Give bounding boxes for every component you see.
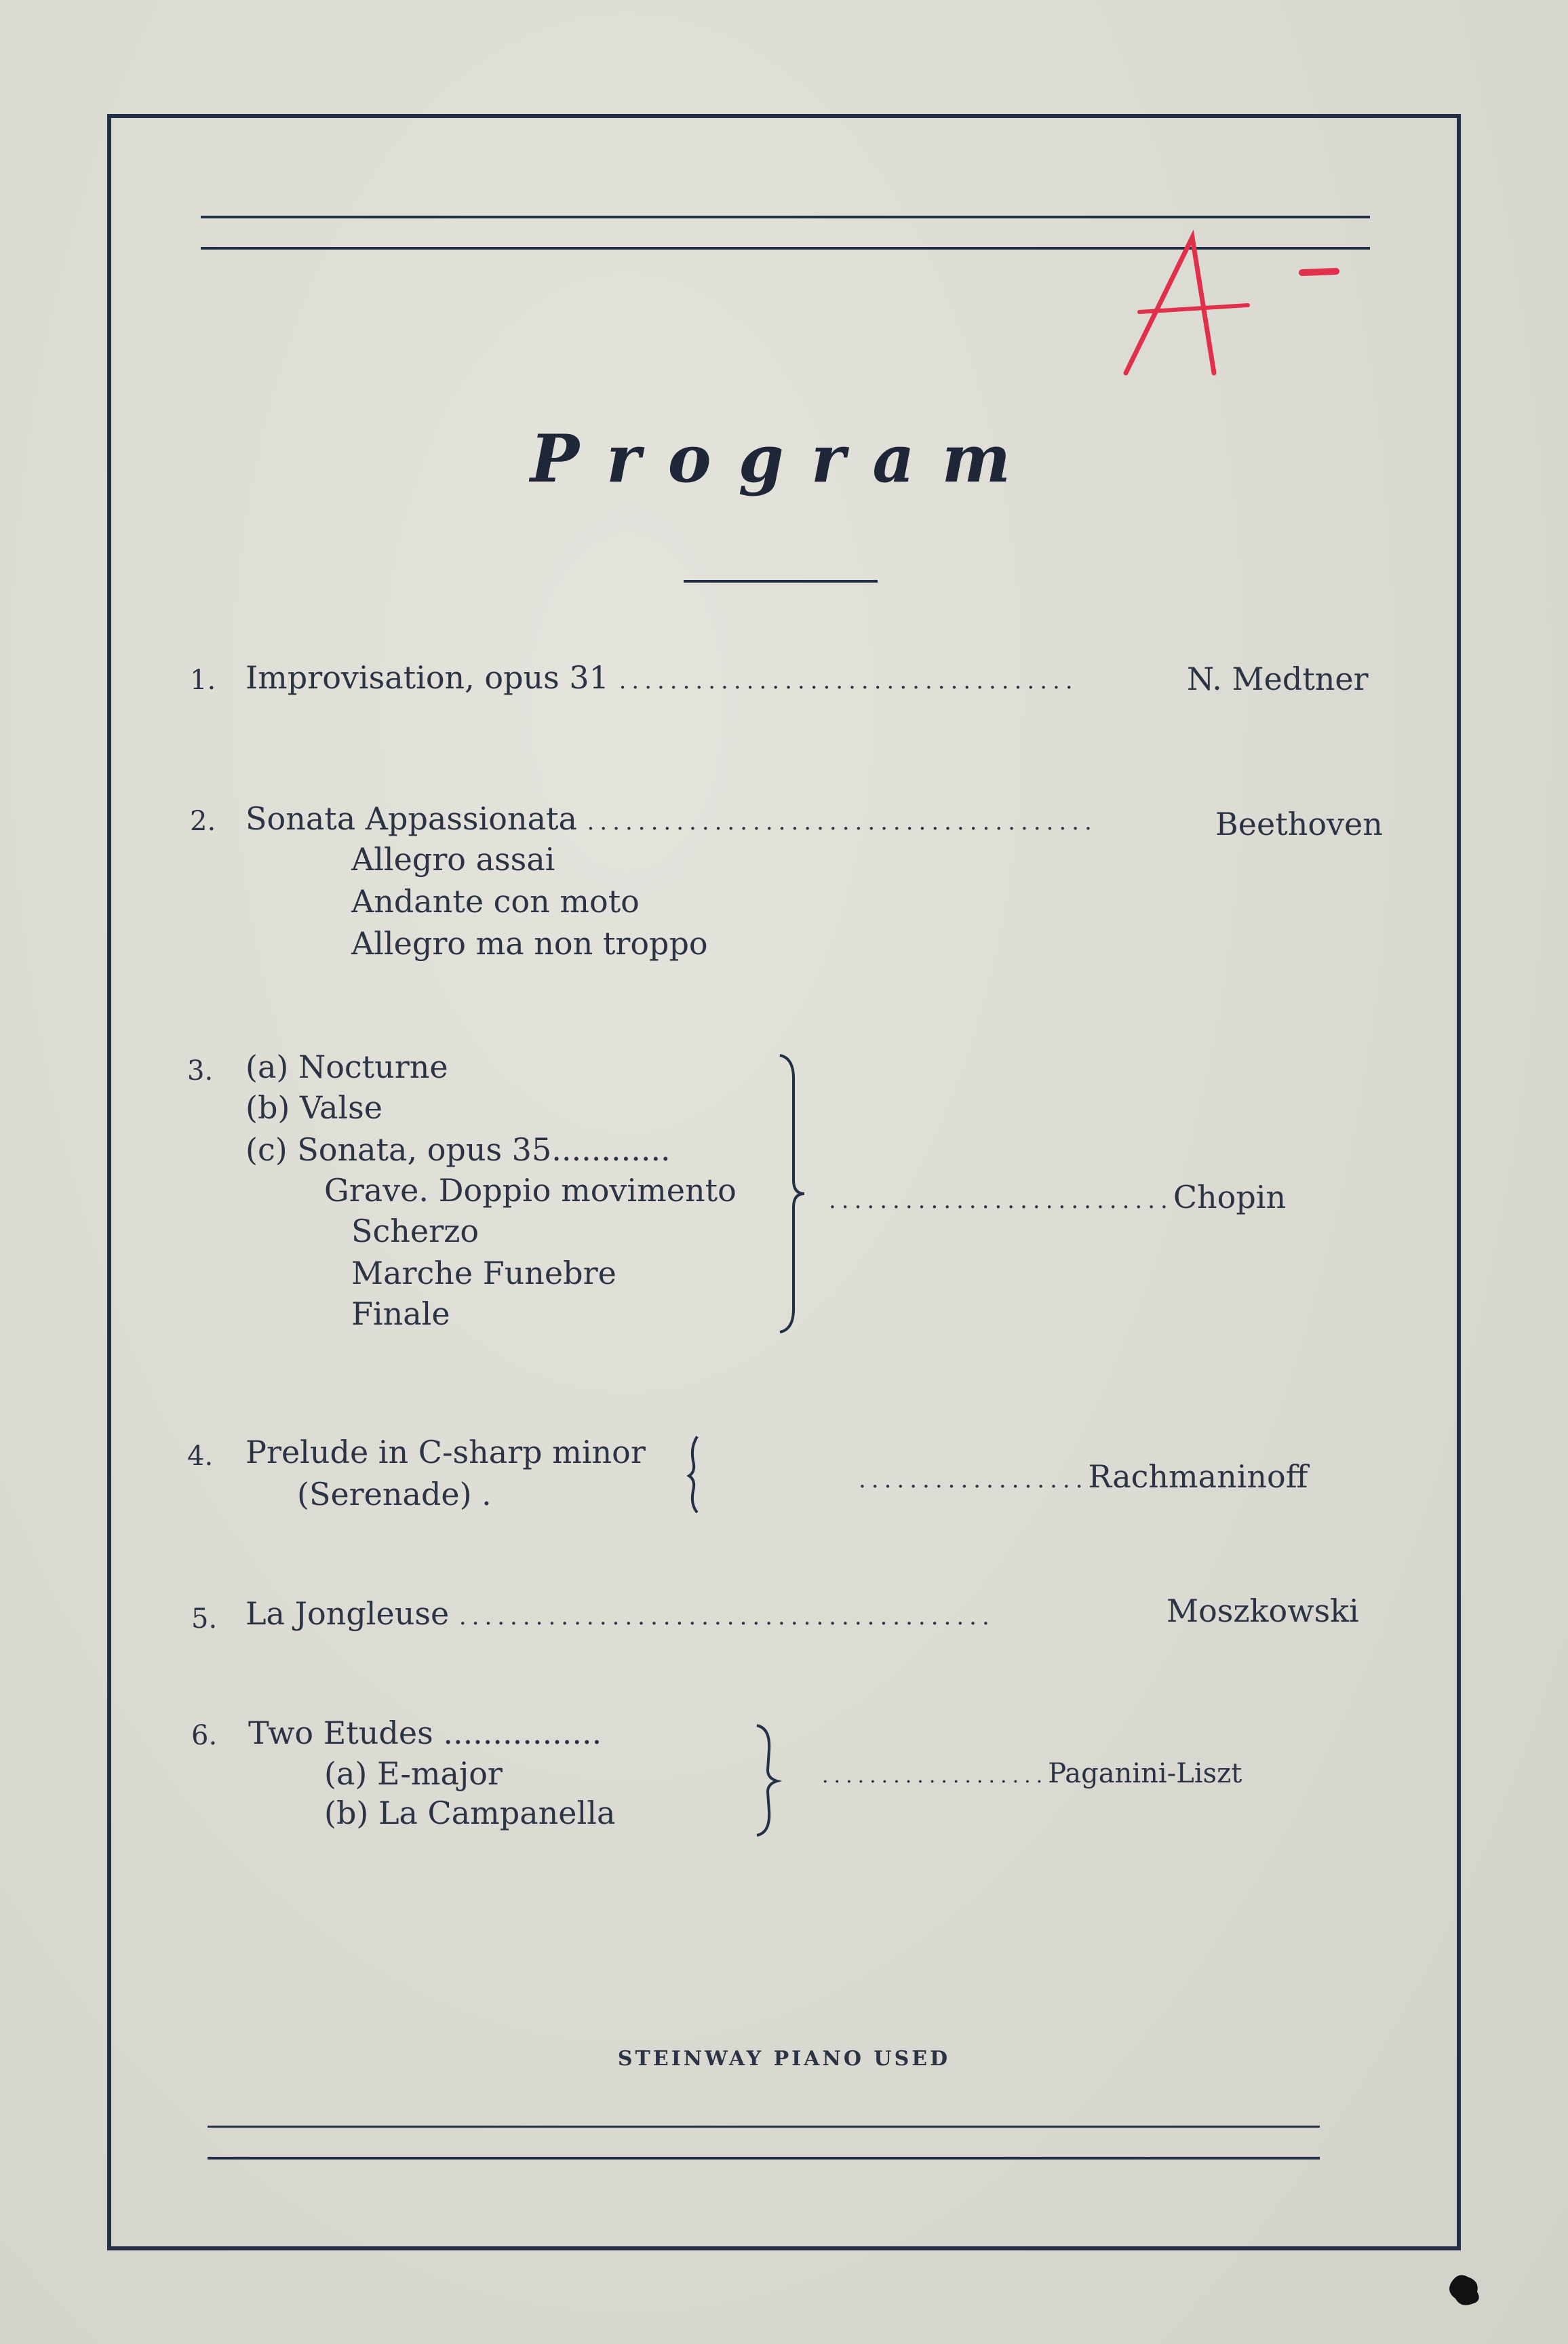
page-title: Program — [530, 421, 1038, 497]
brace — [684, 1434, 711, 1515]
movement: Allegro ma non troppo — [351, 925, 708, 962]
item-title — [246, 800, 1097, 837]
item-line: Two Etudes ................ — [248, 1715, 602, 1751]
item-line: (Serenade) . — [297, 1476, 492, 1512]
item-leader-dots: .................................... — [619, 667, 1078, 695]
item-line: Marche Funebre — [351, 1255, 616, 1291]
item-number: 5. — [191, 1603, 218, 1635]
item-number: 6. — [191, 1720, 218, 1751]
item-title — [246, 1595, 995, 1632]
item-leader-dots: .................. — [859, 1466, 1089, 1493]
brace — [773, 1051, 814, 1336]
item-line: Grave. Doppio movimento — [324, 1172, 737, 1209]
item-line: (b) Valse — [246, 1089, 383, 1126]
item-composer — [859, 1458, 1308, 1495]
ink-spot — [1445, 2269, 1485, 2309]
footer-note: STEINWAY PIANO USED — [617, 2047, 951, 2071]
item-line: Finale — [351, 1295, 450, 1332]
bottom-rule-1 — [208, 2126, 1320, 2128]
item-composer: Moszkowski — [1167, 1593, 1359, 1629]
item-leader-dots: .......................................... — [458, 1603, 995, 1630]
item-line: (b) La Campanella — [324, 1795, 616, 1831]
item-number: 4. — [187, 1441, 214, 1472]
item-title-text: Improvisation, opus 31 — [246, 659, 609, 696]
item-composer — [829, 1179, 1286, 1215]
item-line: Scherzo — [351, 1213, 479, 1249]
title-underline — [684, 580, 878, 583]
item-title-text: Sonata Appassionata — [246, 800, 577, 837]
item-composer: N. Medtner — [1187, 661, 1369, 697]
item-composer-text: Paganini-Liszt — [1048, 1758, 1242, 1789]
brace — [753, 1723, 787, 1838]
item-line: (c) Sonata, opus 35............ — [246, 1131, 671, 1168]
item-line: Prelude in C-sharp minor — [246, 1434, 646, 1470]
movement: Allegro assai — [351, 841, 555, 878]
item-title — [246, 659, 1078, 696]
item-composer — [822, 1758, 1242, 1789]
item-number: 2. — [190, 806, 216, 837]
item-leader-dots: ................... — [822, 1764, 1048, 1788]
item-leader-dots: ........................... — [829, 1187, 1173, 1214]
item-title-text: La Jongleuse — [246, 1595, 450, 1632]
item-leader-dots: ........................................ — [587, 808, 1097, 836]
grade-mark — [1112, 224, 1343, 387]
item-composer-text: Chopin — [1173, 1179, 1287, 1215]
movement: Andante con moto — [351, 883, 640, 920]
bottom-rule-2 — [208, 2157, 1320, 2160]
item-line: (a) Nocturne — [246, 1049, 448, 1085]
item-line: (a) E-major — [324, 1755, 503, 1792]
item-composer-text: Rachmaninoff — [1088, 1458, 1308, 1495]
item-composer: Beethoven — [1215, 806, 1383, 842]
item-number: 3. — [187, 1055, 214, 1087]
item-number: 1. — [190, 665, 216, 696]
top-rule-1 — [201, 216, 1370, 218]
